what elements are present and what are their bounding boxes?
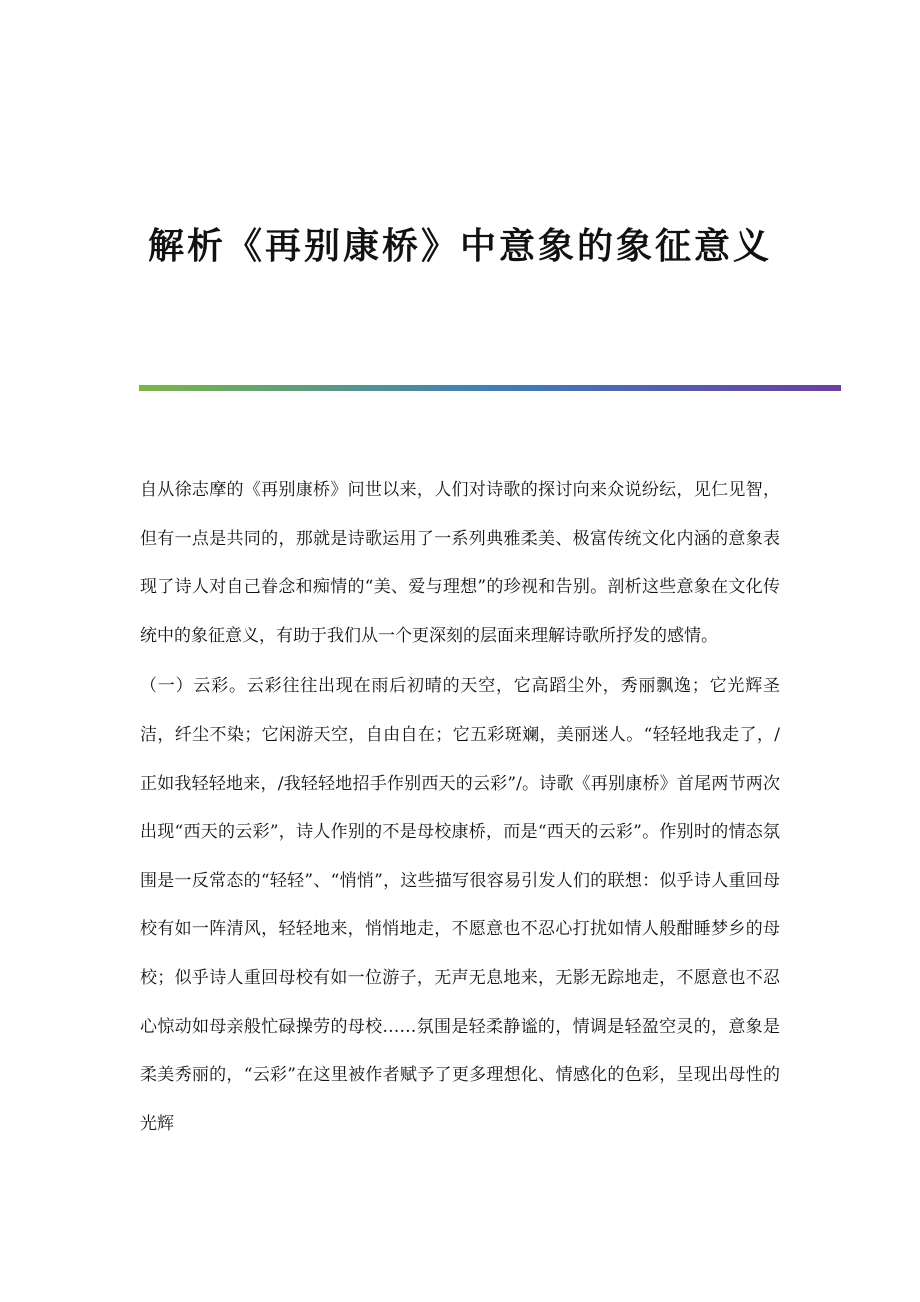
document-body [140, 466, 780, 1148]
title-divider [139, 385, 841, 391]
document-title: 解析《再别康桥》中意象的象征意义 [147, 225, 772, 267]
paragraph-clouds: （一）云彩。云彩往往出现在雨后初晴的天空，它高蹈尘外，秀丽飘逸；它光辉圣洁，纤尘不染；它闲游天空，自由自在；它五彩斑斓，美丽迷人。“轻轻地我走了，/正如我轻轻地来，/我轻轻地招手作别西天的云彩”/。诗歌《再别康桥》首尾两节两次出现“西天的云彩”，诗人作别的不是母校康桥，而是“西天的云彩”。作别时的情态氛围是一反常态的“轻轻”、“悄悄”，这些描写很容易引发人们的联想：似乎诗人重回母校有如一阵清风，轻轻地来，悄悄地走，不愿意也不忍心打扰如情人般酣睡梦乡的母校；似乎诗人重回母校有如一位游子，无声无息地来，无影无踪地走，不愿意也不忍心惊动如母亲般忙碌操劳的母校……氛围是轻柔静谧的，情调是轻盈空灵的，意象是柔美秀丽的，“云彩”在这里被作者赋予了更多理想化、情感化的色彩，呈现出母性的光辉 [140, 676, 780, 1134]
paragraph-intro: 自从徐志摩的《再别康桥》问世以来，人们对诗歌的探讨向来众说纷纭，见仁见智，但有一点是共同的，那就是诗歌运用了一系列典雅柔美、极富传统文化内涵的意象表现了诗人对自己眷念和痴情的“美、爱与理想”的珍视和告别。剖析这些意象在文化传统中的象征意义，有助于我们从一个更深刻的层面来理解诗歌所抒发的感情。 [140, 480, 780, 646]
